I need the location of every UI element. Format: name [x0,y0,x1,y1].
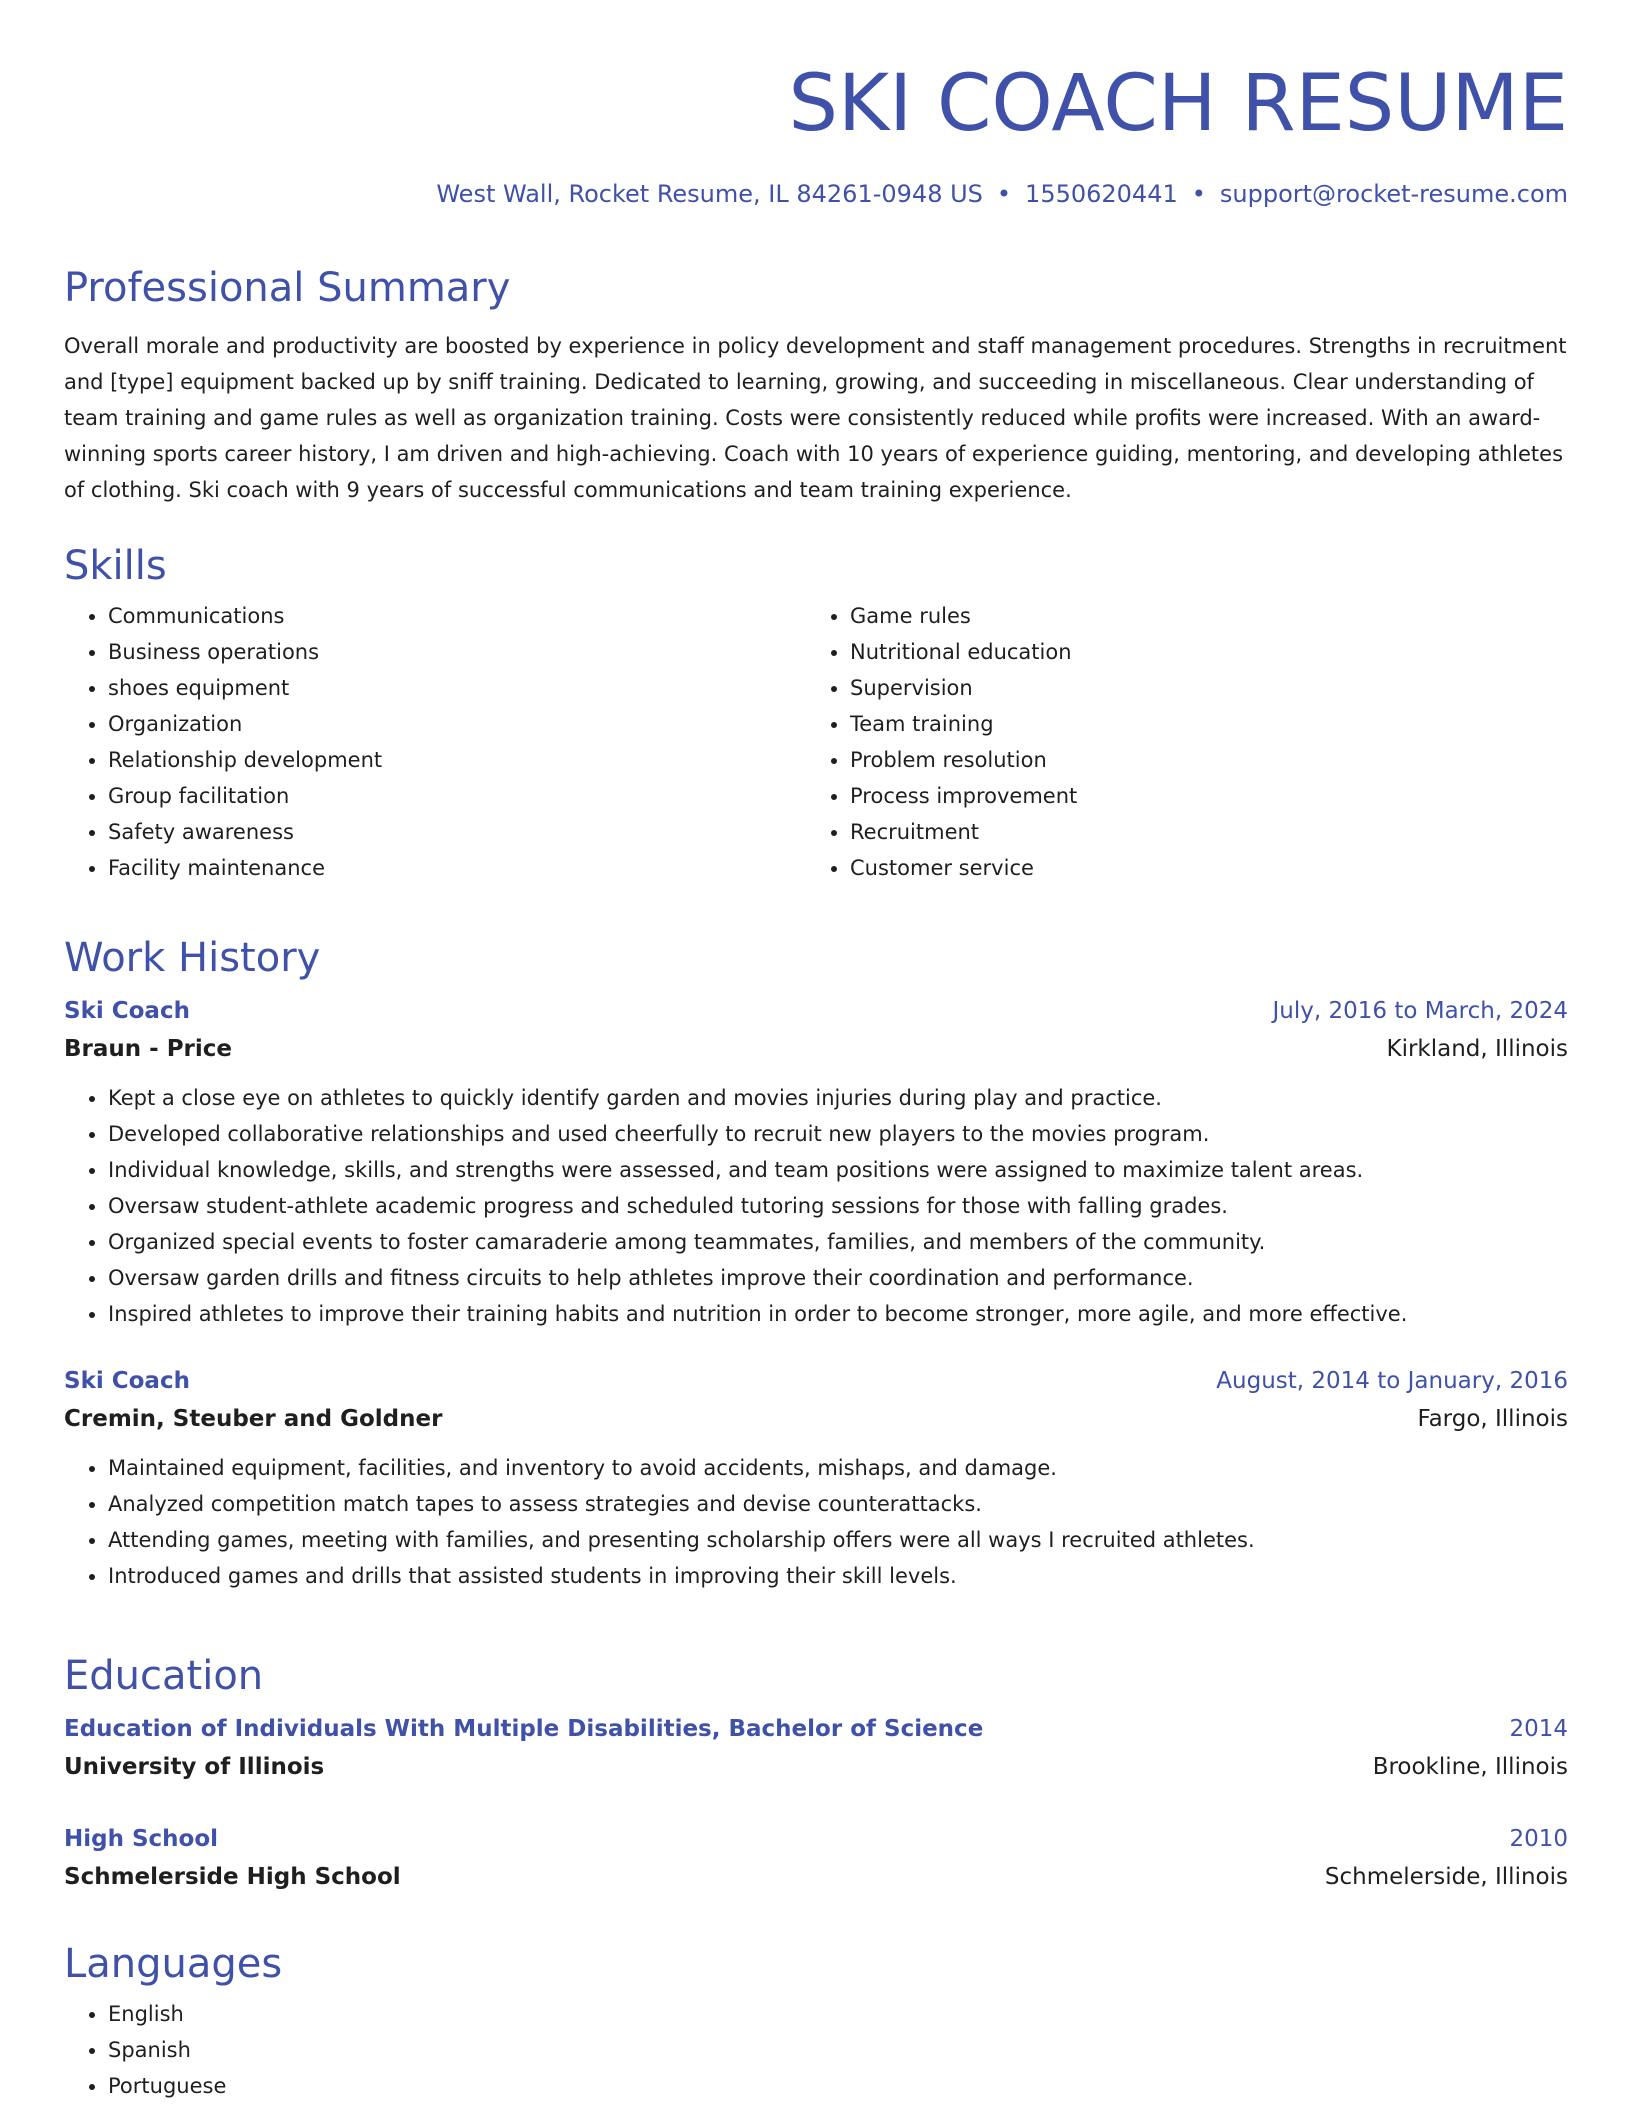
languages-section [64,1938,1568,2104]
resume-title: SKI COACH RESUME [788,59,1568,149]
skill-item: • Relationship development [108,742,806,778]
education-location: Brookline, Illinois [1372,1754,1568,1780]
job-bullets [64,1450,1568,1594]
skill-item: • Nutritional education [850,634,1548,670]
skill-item: • shoes equipment [108,670,806,706]
skill-item: • Safety awareness [108,814,806,850]
job-title-row [64,992,1568,1030]
job-bullet: • Organized special events to foster camaraderie among teammates, families, and members of the community. [108,1224,1568,1260]
education-degree: High School [64,1826,219,1852]
education-degree: Education of Individuals With Multiple Disabilities, Bachelor of Science [64,1716,984,1742]
skills-list-right [806,598,1548,886]
summary-heading: Professional Summary [64,265,511,311]
summary-text: Overall morale and productivity are boosted by experience in policy development and staff management procedures. Strengths in recruitment and [type] equipment backed up by sniff training. Dedicated to learning, growing, and succeeding in miscellaneous. Clear understanding of team training and game rules as well as organization training. Costs were consistently reduced while profits were increased. With an award-winning sports career history, I am driven and high-achieving. Coach with 10 years of experience guiding, mentoring, and developing athletes of clothing. Ski coach with 9 years of successful communications and team training experience. [64,334,1567,502]
education-entry [64,1820,1568,1896]
skill-item: • Customer service [850,850,1548,886]
education-degree-row [64,1710,1568,1748]
job-bullet: • Introduced games and drills that assisted students in improving their skill levels. [108,1558,1568,1594]
education-section [64,1650,1568,1896]
job-company: Cremin, Steuber and Goldner [64,1406,443,1432]
skills-grid [64,598,1568,886]
job-location: Kirkland, Illinois [1386,1036,1568,1062]
work-history-section [64,932,1568,1594]
skill-item: • Recruitment [850,814,1548,850]
job-bullet: • Attending games, meeting with families, and presenting scholarship offers were all ways I recruited athletes. [108,1522,1568,1558]
skill-item: • Team training [850,706,1548,742]
skills-section [64,540,1568,886]
skill-item: • Supervision [850,670,1548,706]
skill-item: • Process improvement [850,778,1548,814]
skill-item: • Business operations [108,634,806,670]
education-entry [64,1710,1568,1786]
language-item: • English [108,1996,1568,2032]
languages-list [64,1996,1568,2104]
contact-line [436,178,1568,210]
education-school: University of Illinois [64,1754,325,1780]
job-bullet: • Maintained equipment, facilities, and inventory to avoid accidents, mishaps, and damage. [108,1450,1568,1486]
skills-column-left [64,598,806,886]
summary-section [64,262,1568,508]
education-school: Schmelerside High School [64,1864,401,1890]
skill-item: • Facility maintenance [108,850,806,886]
work-history-heading: Work History [64,935,321,981]
job-bullet: • Kept a close eye on athletes to quickly identify garden and movies injuries during play and practice. [108,1080,1568,1116]
language-item: • Portuguese [108,2068,1568,2104]
education-heading: Education [64,1653,264,1699]
job-entry [64,1362,1568,1594]
languages-heading: Languages [64,1941,283,1987]
job-company-row [64,1030,1568,1068]
job-entry [64,992,1568,1332]
skill-item: • Communications [108,598,806,634]
job-bullet: • Individual knowledge, skills, and strengths were assessed, and team positions were assigned to maximize talent areas. [108,1152,1568,1188]
job-bullet: • Analyzed competition match tapes to assess strategies and devise counterattacks. [108,1486,1568,1522]
contact-email: support@rocket-resume.com [1219,180,1568,208]
skills-column-right [806,598,1548,886]
skill-item: • Game rules [850,598,1548,634]
education-year: 2014 [1509,1716,1568,1742]
education-year: 2010 [1509,1826,1568,1852]
job-location: Fargo, Illinois [1417,1406,1568,1432]
job-title: Ski Coach [64,998,190,1024]
education-degree-row [64,1820,1568,1858]
contact-address: West Wall, Rocket Resume, IL 84261-0948 US [436,180,983,208]
job-company: Braun - Price [64,1036,233,1062]
job-bullet: • Oversaw student-athlete academic progress and scheduled tutoring sessions for those with falling grades. [108,1188,1568,1224]
job-dates: July, 2016 to March, 2024 [1272,998,1568,1024]
job-bullet: • Inspired athletes to improve their training habits and nutrition in order to become stronger, more agile, and more effective. [108,1296,1568,1332]
education-location: Schmelerside, Illinois [1324,1864,1568,1890]
job-dates: August, 2014 to January, 2016 [1216,1368,1568,1394]
skill-item: • Problem resolution [850,742,1548,778]
job-title-row [64,1362,1568,1400]
language-item: • Spanish [108,2032,1568,2068]
contact-separator: • [1191,180,1206,208]
job-title: Ski Coach [64,1368,190,1394]
job-bullet: • Oversaw garden drills and fitness circuits to help athletes improve their coordination and performance. [108,1260,1568,1296]
contact-phone: 1550620441 [1025,180,1178,208]
education-school-row [64,1748,1568,1786]
job-company-row [64,1400,1568,1438]
skill-item: • Group facilitation [108,778,806,814]
job-bullet: • Developed collaborative relationships and used cheerfully to recruit new players to the movies program. [108,1116,1568,1152]
education-school-row [64,1858,1568,1896]
skills-heading: Skills [64,543,167,589]
skill-item: • Organization [108,706,806,742]
job-bullets [64,1080,1568,1332]
contact-separator: • [996,180,1012,208]
skills-list-left [64,598,806,886]
